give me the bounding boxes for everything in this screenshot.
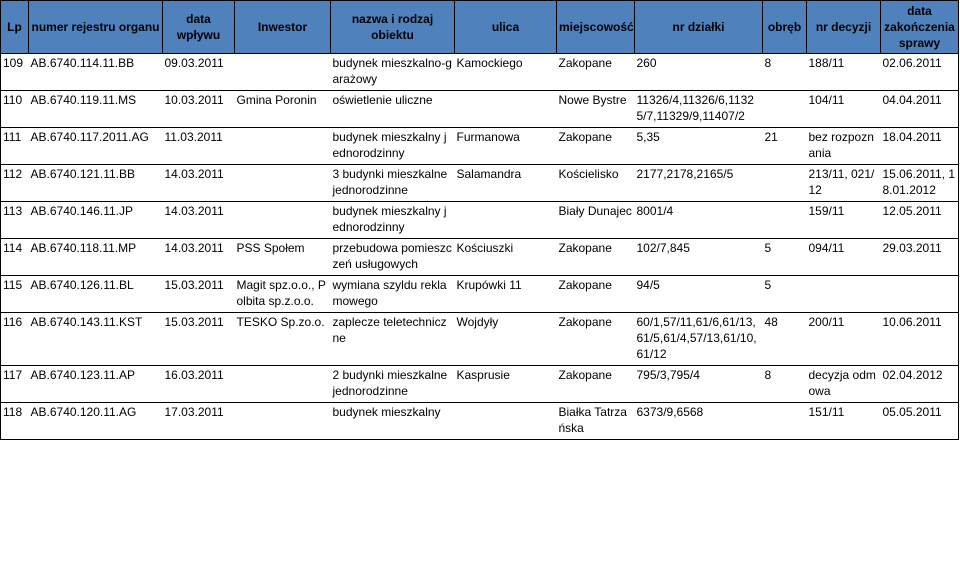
cell-precinct	[763, 403, 807, 440]
cell-object-name: wymiana szyldu reklamowego	[331, 276, 455, 313]
cell-registry-number: AB.6740.114.11.BB	[29, 54, 163, 91]
cell-lp: 111	[1, 128, 29, 165]
cell-lp: 109	[1, 54, 29, 91]
cell-object-name: 2 budynki mieszkalne jednorodzinne	[331, 366, 455, 403]
cell-completion-date: 15.06.2011, 18.01.2012	[881, 165, 959, 202]
cell-receipt-date: 17.03.2011	[163, 403, 235, 440]
cell-street	[455, 91, 557, 128]
cell-investor	[235, 128, 331, 165]
table-row	[1, 313, 959, 366]
cell-locality: Zakopane	[557, 54, 635, 91]
cell-registry-number: AB.6740.117.2011.AG	[29, 128, 163, 165]
cell-completion-date: 05.05.2011	[881, 403, 959, 440]
cell-street: Kasprusie	[455, 366, 557, 403]
cell-object-name: oświetlenie uliczne	[331, 91, 455, 128]
table-row	[1, 403, 959, 440]
cell-locality: Kościelisko	[557, 165, 635, 202]
cell-plot-number: 2177,2178,2165/5	[635, 165, 763, 202]
cell-precinct: 21	[763, 128, 807, 165]
cell-street: Kamockiego	[455, 54, 557, 91]
cell-object-name: zaplecze teletechniczne	[331, 313, 455, 366]
table-row	[1, 165, 959, 202]
cell-investor: Magit spz.o.o., Polbita sp.z.o.o.	[235, 276, 331, 313]
cell-completion-date: 18.04.2011	[881, 128, 959, 165]
cell-object-name: 3 budynki mieszkalne jednorodzinne	[331, 165, 455, 202]
cell-decision-number: 213/11, 021/12	[807, 165, 881, 202]
cell-object-name: budynek mieszkalno-garażowy	[331, 54, 455, 91]
table-row	[1, 91, 959, 128]
cell-locality: Zakopane	[557, 239, 635, 276]
cell-investor: TESKO Sp.zo.o.	[235, 313, 331, 366]
cell-decision-number: 159/11	[807, 202, 881, 239]
cell-object-name: budynek mieszkalny jednorodzinny	[331, 128, 455, 165]
cell-registry-number: AB.6740.121.11.BB	[29, 165, 163, 202]
table-row	[1, 276, 959, 313]
cell-decision-number: 104/11	[807, 91, 881, 128]
header-decision-number: nr decyzji	[807, 1, 881, 54]
cell-plot-number: 94/5	[635, 276, 763, 313]
cell-plot-number: 260	[635, 54, 763, 91]
header-registry-number: numer rejestru organu	[29, 1, 163, 54]
cell-receipt-date: 09.03.2011	[163, 54, 235, 91]
cell-object-name: przebudowa pomieszczeń usługowych	[331, 239, 455, 276]
cell-lp: 112	[1, 165, 29, 202]
cell-registry-number: AB.6740.120.11.AG	[29, 403, 163, 440]
header-investor: Inwestor	[235, 1, 331, 54]
table-row	[1, 54, 959, 91]
cell-precinct	[763, 202, 807, 239]
cell-street: Wojdyły	[455, 313, 557, 366]
cell-lp: 110	[1, 91, 29, 128]
cell-lp: 114	[1, 239, 29, 276]
table-row	[1, 128, 959, 165]
cell-investor	[235, 366, 331, 403]
cell-registry-number: AB.6740.119.11.MS	[29, 91, 163, 128]
cell-registry-number: AB.6740.123.11.AP	[29, 366, 163, 403]
table-row	[1, 239, 959, 276]
cell-locality: Zakopane	[557, 366, 635, 403]
cell-object-name: budynek mieszkalny	[331, 403, 455, 440]
cell-investor	[235, 165, 331, 202]
cell-completion-date: 12.05.2011	[881, 202, 959, 239]
cell-investor	[235, 202, 331, 239]
cell-precinct: 48	[763, 313, 807, 366]
cell-completion-date	[881, 276, 959, 313]
cell-completion-date: 02.04.2012	[881, 366, 959, 403]
cell-plot-number: 11326/4,11326/6,11325/7,11329/9,11407/2	[635, 91, 763, 128]
cell-decision-number	[807, 276, 881, 313]
cell-decision-number: 151/11	[807, 403, 881, 440]
cell-registry-number: AB.6740.118.11.MP	[29, 239, 163, 276]
cell-completion-date: 29.03.2011	[881, 239, 959, 276]
cell-receipt-date: 14.03.2011	[163, 165, 235, 202]
cell-receipt-date: 11.03.2011	[163, 128, 235, 165]
cell-object-name: budynek mieszkalny jednorodzinny	[331, 202, 455, 239]
cell-precinct	[763, 91, 807, 128]
cell-completion-date: 02.06.2011	[881, 54, 959, 91]
cell-investor	[235, 54, 331, 91]
cell-receipt-date: 10.03.2011	[163, 91, 235, 128]
header-row	[1, 1, 959, 54]
cell-street: Krupówki 11	[455, 276, 557, 313]
cell-locality: Biały Dunajec	[557, 202, 635, 239]
cell-plot-number: 102/7,845	[635, 239, 763, 276]
table-header	[1, 1, 959, 54]
cell-investor	[235, 403, 331, 440]
cell-street: Furmanowa	[455, 128, 557, 165]
cell-investor: PSS Społem	[235, 239, 331, 276]
cell-street: Salamandra	[455, 165, 557, 202]
cell-plot-number: 6373/9,6568	[635, 403, 763, 440]
cell-decision-number: 200/11	[807, 313, 881, 366]
table-row	[1, 202, 959, 239]
header-plot-number: nr działki	[635, 1, 763, 54]
cell-completion-date: 10.06.2011	[881, 313, 959, 366]
cell-locality: Zakopane	[557, 276, 635, 313]
cell-registry-number: AB.6740.143.11.KST	[29, 313, 163, 366]
cell-street	[455, 202, 557, 239]
header-lp: Lp	[1, 1, 29, 54]
cell-receipt-date: 15.03.2011	[163, 313, 235, 366]
header-precinct: obręb	[763, 1, 807, 54]
cell-locality: Białka Tatrzańska	[557, 403, 635, 440]
cell-lp: 115	[1, 276, 29, 313]
cell-locality: Zakopane	[557, 313, 635, 366]
cell-precinct: 5	[763, 276, 807, 313]
table-body	[1, 54, 959, 440]
cell-street	[455, 403, 557, 440]
cell-lp: 113	[1, 202, 29, 239]
cell-registry-number: AB.6740.146.11.JP	[29, 202, 163, 239]
cell-decision-number: bez rozpoznania	[807, 128, 881, 165]
header-locality: miejscowość	[557, 1, 635, 54]
cell-decision-number: 094/11	[807, 239, 881, 276]
cell-receipt-date: 16.03.2011	[163, 366, 235, 403]
cell-plot-number: 8001/4	[635, 202, 763, 239]
cell-precinct: 5	[763, 239, 807, 276]
cell-locality: Zakopane	[557, 128, 635, 165]
cell-completion-date: 04.04.2011	[881, 91, 959, 128]
cell-registry-number: AB.6740.126.11.BL	[29, 276, 163, 313]
cell-plot-number: 60/1,57/11,61/6,61/13,61/5,61/4,57/13,61/10,61/12	[635, 313, 763, 366]
cell-receipt-date: 15.03.2011	[163, 276, 235, 313]
cell-precinct: 8	[763, 366, 807, 403]
cell-locality: Nowe Bystre	[557, 91, 635, 128]
cell-lp: 118	[1, 403, 29, 440]
header-receipt-date: data wpływu	[163, 1, 235, 54]
cell-investor: Gmina Poronin	[235, 91, 331, 128]
cell-plot-number: 795/3,795/4	[635, 366, 763, 403]
cell-street: Kościuszki	[455, 239, 557, 276]
header-completion-date: data zakończenia sprawy	[881, 1, 959, 54]
cell-receipt-date: 14.03.2011	[163, 202, 235, 239]
table-row	[1, 366, 959, 403]
cell-decision-number: decyzja odmowa	[807, 366, 881, 403]
cell-lp: 116	[1, 313, 29, 366]
cell-plot-number: 5,35	[635, 128, 763, 165]
cell-precinct	[763, 165, 807, 202]
cell-precinct: 8	[763, 54, 807, 91]
cell-decision-number: 188/11	[807, 54, 881, 91]
header-object-name: nazwa i rodzaj obiektu	[331, 1, 455, 54]
cell-receipt-date: 14.03.2011	[163, 239, 235, 276]
cell-lp: 117	[1, 366, 29, 403]
header-street: ulica	[455, 1, 557, 54]
